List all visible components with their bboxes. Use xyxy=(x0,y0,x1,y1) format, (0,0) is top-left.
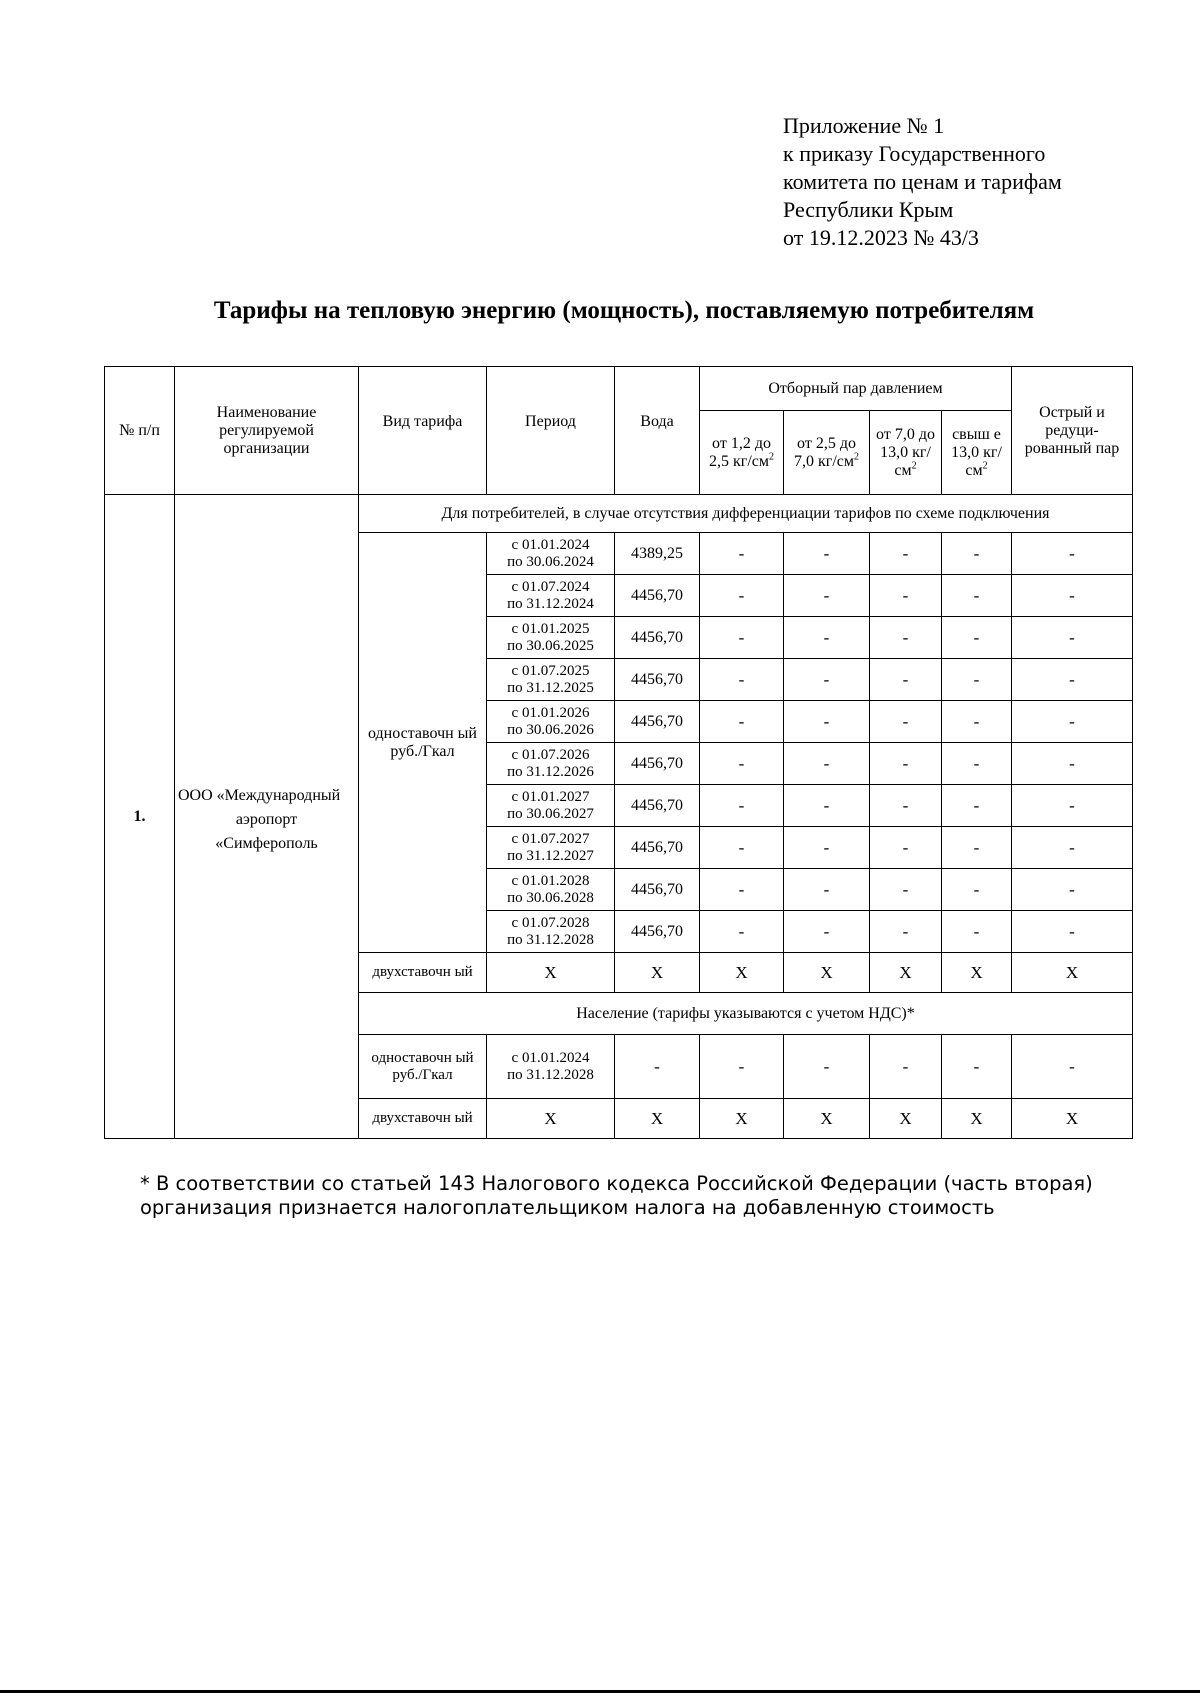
header-steam-1: от 1,2 до 2,5 $кг/см^2$ xyxy=(700,411,784,495)
period-cell: с 01.01.2024 по 31.12.2028 xyxy=(487,1035,615,1099)
appendix-line: Приложение № 1 xyxy=(783,113,945,138)
appendix-line: к приказу Государственного xyxy=(783,141,1046,166)
header-steam-4: свыш е 13,0 $кг/см^2$ xyxy=(942,411,1012,495)
org-line: ООО «Международный xyxy=(178,786,341,804)
period-cell: с 01.01.2026 по 30.06.2026 xyxy=(487,701,615,743)
x-cell: X xyxy=(700,953,784,993)
period-cell: с 01.07.2027 по 31.12.2027 xyxy=(487,827,615,869)
header-org: Наименование регулируемой организации xyxy=(175,367,359,495)
water-value: 4456,70 xyxy=(615,659,700,701)
x-cell: X xyxy=(1012,1099,1133,1139)
dash-cell: - xyxy=(870,869,942,911)
x-cell: X xyxy=(1012,953,1133,993)
x-cell: X xyxy=(615,953,700,993)
dash-cell: - xyxy=(784,869,870,911)
dash-cell: - xyxy=(784,617,870,659)
x-cell: X xyxy=(615,1099,700,1139)
header-period: Период xyxy=(487,367,615,495)
dash-cell: - xyxy=(784,785,870,827)
section-population: Население (тарифы указываются с учетом НДС)* xyxy=(359,993,1133,1035)
water-value: 4456,70 xyxy=(615,827,700,869)
dash-cell: - xyxy=(784,743,870,785)
water-value: 4389,25 xyxy=(615,533,700,575)
dash-cell: - xyxy=(615,1035,700,1099)
dash-cell: - xyxy=(870,743,942,785)
dash-cell: - xyxy=(1012,827,1133,869)
appendix-block xyxy=(783,112,1183,252)
dash-cell: - xyxy=(942,533,1012,575)
dash-cell: - xyxy=(942,575,1012,617)
header-water: Вода xyxy=(615,367,700,495)
row-number: 1. xyxy=(105,495,175,1139)
period-cell: с 01.07.2025 по 31.12.2025 xyxy=(487,659,615,701)
header-row xyxy=(105,367,1133,411)
period-cell: с 01.01.2025 по 30.06.2025 xyxy=(487,617,615,659)
dash-cell: - xyxy=(1012,743,1133,785)
footnote xyxy=(140,1172,1140,1220)
header-num: № п/п xyxy=(105,367,175,495)
dash-cell: - xyxy=(784,533,870,575)
dash-cell: - xyxy=(700,743,784,785)
dash-cell: - xyxy=(700,827,784,869)
dash-cell: - xyxy=(942,659,1012,701)
period-cell: с 01.07.2028 по 31.12.2028 xyxy=(487,911,615,953)
dash-cell: - xyxy=(700,785,784,827)
header-steam-2: от 2,5 до 7,0 $кг/см^2$ xyxy=(784,411,870,495)
dash-cell: - xyxy=(870,911,942,953)
x-cell: X xyxy=(784,1099,870,1139)
water-value: 4456,70 xyxy=(615,785,700,827)
section-no-differentiation: Для потребителей, в случае отсутствия дифференциации тарифов по схеме подключения xyxy=(359,495,1133,533)
dash-cell: - xyxy=(1012,533,1133,575)
x-cell: X xyxy=(870,1099,942,1139)
dash-cell: - xyxy=(870,827,942,869)
dash-cell: - xyxy=(1012,575,1133,617)
period-cell: с 01.07.2026 по 31.12.2026 xyxy=(487,743,615,785)
org-line: «Симферополь xyxy=(215,834,318,852)
dash-cell: - xyxy=(784,701,870,743)
header-steam-3: от 7,0 до 13,0 $кг/см^2$ xyxy=(870,411,942,495)
footnote-line: * В соответствии со статьей 143 Налогового кодекса Российской Федерации (часть вторая) xyxy=(140,1172,1093,1195)
dash-cell: - xyxy=(870,575,942,617)
dash-cell: - xyxy=(700,617,784,659)
dash-cell: - xyxy=(942,911,1012,953)
document-title: Тарифы на тепловую энергию (мощность), поставляемую потребителям xyxy=(213,297,1035,324)
dash-cell: - xyxy=(700,869,784,911)
dash-cell: - xyxy=(942,701,1012,743)
dash-cell: - xyxy=(1012,617,1133,659)
dash-cell: - xyxy=(784,827,870,869)
dash-cell: - xyxy=(870,1035,942,1099)
dash-cell: - xyxy=(1012,701,1133,743)
appendix-line: комитета по ценам и тарифам xyxy=(783,169,1062,194)
water-value: 4456,70 xyxy=(615,617,700,659)
footnote-line: организация признается налогоплательщиком налога на добавленную стоимость xyxy=(140,1196,995,1219)
section-row xyxy=(105,495,1133,533)
org-line: аэропорт xyxy=(235,810,298,828)
dash-cell: - xyxy=(942,617,1012,659)
dash-cell: - xyxy=(1012,785,1133,827)
water-value: 4456,70 xyxy=(615,869,700,911)
x-cell: X xyxy=(870,953,942,993)
period-cell: с 01.01.2027 по 30.06.2027 xyxy=(487,785,615,827)
dash-cell: - xyxy=(700,575,784,617)
dash-cell: - xyxy=(942,785,1012,827)
water-value: 4456,70 xyxy=(615,743,700,785)
header-tariff-type: Вид тарифа xyxy=(359,367,487,495)
tariffs-table xyxy=(104,366,1133,1139)
dash-cell: - xyxy=(942,1035,1012,1099)
x-cell: X xyxy=(942,953,1012,993)
period-cell: с 01.07.2024 по 31.12.2024 xyxy=(487,575,615,617)
dash-cell: - xyxy=(784,1035,870,1099)
dash-cell: - xyxy=(700,659,784,701)
dash-cell: - xyxy=(700,1035,784,1099)
header-sharp-steam: Острый и редуци- рованный пар xyxy=(1012,367,1133,495)
period-cell: с 01.01.2024 по 30.06.2024 xyxy=(487,533,615,575)
dash-cell: - xyxy=(942,869,1012,911)
dash-cell: - xyxy=(1012,1035,1133,1099)
appendix-line: Республики Крым xyxy=(783,197,954,222)
dash-cell: - xyxy=(942,827,1012,869)
dash-cell: - xyxy=(1012,869,1133,911)
dash-cell: - xyxy=(870,617,942,659)
tariff-one-rate-population: одноставочн ый руб./Гкал xyxy=(359,1035,487,1099)
x-cell: X xyxy=(942,1099,1012,1139)
dash-cell: - xyxy=(942,743,1012,785)
dash-cell: - xyxy=(700,701,784,743)
water-value: 4456,70 xyxy=(615,911,700,953)
dash-cell: - xyxy=(870,659,942,701)
dash-cell: - xyxy=(700,911,784,953)
x-cell: X xyxy=(700,1099,784,1139)
tariff-two-rate: двухставочн ый xyxy=(359,953,487,993)
bottom-rule xyxy=(0,1690,1200,1693)
x-cell: X xyxy=(784,953,870,993)
x-cell: X xyxy=(487,1099,615,1139)
dash-cell: - xyxy=(784,575,870,617)
header-steam-group: Отборный пар давлением xyxy=(700,367,1012,411)
water-value: 4456,70 xyxy=(615,701,700,743)
appendix-line: от 19.12.2023 № 43/3 xyxy=(783,225,979,250)
dash-cell: - xyxy=(870,701,942,743)
dash-cell: - xyxy=(1012,659,1133,701)
tariff-two-rate-population: двухставочн ый xyxy=(359,1099,487,1139)
dash-cell: - xyxy=(1012,911,1133,953)
dash-cell: - xyxy=(784,659,870,701)
dash-cell: - xyxy=(784,911,870,953)
dash-cell: - xyxy=(870,785,942,827)
dash-cell: - xyxy=(700,533,784,575)
dash-cell: - xyxy=(870,533,942,575)
x-cell: X xyxy=(487,953,615,993)
tariff-one-rate: одноставочн ый руб./Гкал xyxy=(359,533,487,953)
water-value: 4456,70 xyxy=(615,575,700,617)
period-cell: с 01.01.2028 по 30.06.2028 xyxy=(487,869,615,911)
organization-name xyxy=(175,495,359,1139)
